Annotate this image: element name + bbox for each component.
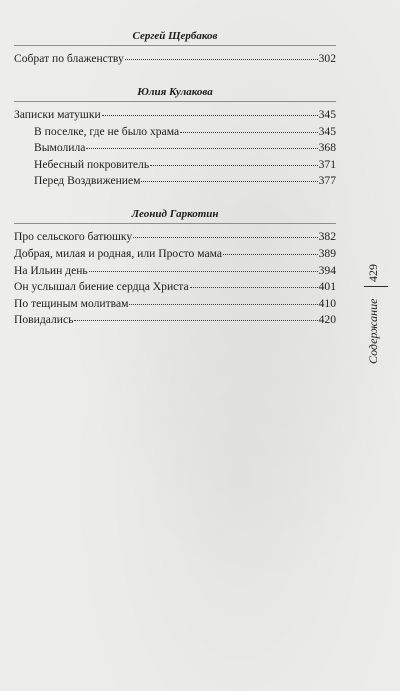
- running-head-rule: [364, 286, 388, 287]
- toc-entry: [14, 158, 336, 172]
- toc-section-garkotin: [14, 208, 336, 327]
- entry-title: На Ильин день: [14, 263, 88, 277]
- dot-leader: [74, 320, 317, 321]
- entry-page-number: 345: [318, 108, 336, 121]
- entry-page-number: 401: [318, 280, 336, 294]
- table-of-contents: [14, 30, 336, 347]
- toc-entry: [14, 230, 336, 244]
- dot-leader: [125, 59, 318, 60]
- toc-entry: [14, 174, 336, 188]
- author-heading: Юлия Кулакова: [14, 86, 336, 102]
- entry-title: По тещиным молитвам: [14, 296, 129, 310]
- entry-title: Перед Воздвижением: [34, 174, 141, 188]
- entry-title: Добрая, милая и родная, или Просто мама: [14, 246, 223, 260]
- toc-section-scherbakov: [14, 30, 336, 66]
- entry-title: Собрат по блаженству: [14, 52, 124, 65]
- entry-title: Про сельского батюшку: [14, 230, 133, 244]
- entry-page-number: 382: [318, 230, 336, 244]
- dot-leader: [190, 287, 318, 288]
- entry-page-number: 394: [318, 263, 336, 277]
- entry-title: Повидались: [14, 313, 74, 327]
- entry-page-number: 368: [318, 141, 336, 155]
- author-heading: Леонид Гаркотин: [14, 208, 336, 224]
- entry-page-number: 345: [318, 124, 336, 138]
- dot-leader: [223, 254, 318, 255]
- running-head: [358, 258, 398, 368]
- entry-title: В поселке, где не было храма: [34, 124, 180, 138]
- dot-leader: [129, 304, 317, 305]
- dot-leader: [180, 132, 318, 133]
- dot-leader: [89, 271, 318, 272]
- entry-page-number: 420: [318, 313, 336, 327]
- entry-page-number: 389: [318, 246, 336, 260]
- toc-entry: [14, 264, 336, 278]
- toc-entry: [14, 247, 336, 261]
- dot-leader: [133, 237, 317, 238]
- entry-title: Небесный покровитель: [34, 157, 150, 171]
- page-number: 429: [366, 264, 380, 282]
- entry-title: Вымолила: [34, 141, 86, 155]
- author-heading: Сергей Щербаков: [14, 30, 336, 46]
- toc-entry: [14, 141, 336, 155]
- dot-leader: [150, 165, 317, 166]
- running-head-label: Содержание: [366, 298, 380, 364]
- toc-entry: [14, 297, 336, 311]
- entry-page-number: 302: [318, 52, 336, 65]
- toc-entry: [14, 125, 336, 139]
- toc-entry: [14, 108, 336, 122]
- dot-leader: [102, 115, 318, 116]
- entry-title: Он услышал биение сердца Христа: [14, 280, 189, 294]
- dot-leader: [141, 181, 317, 182]
- entry-page-number: 371: [318, 157, 336, 171]
- dot-leader: [86, 148, 317, 149]
- toc-entry: [14, 313, 336, 327]
- toc-entry: [14, 280, 336, 294]
- entry-page-number: 377: [318, 174, 336, 188]
- entry-title: Записки матушки: [14, 108, 101, 121]
- toc-entry: [14, 52, 336, 66]
- entry-page-number: 410: [318, 296, 336, 310]
- toc-section-kulakova: [14, 86, 336, 188]
